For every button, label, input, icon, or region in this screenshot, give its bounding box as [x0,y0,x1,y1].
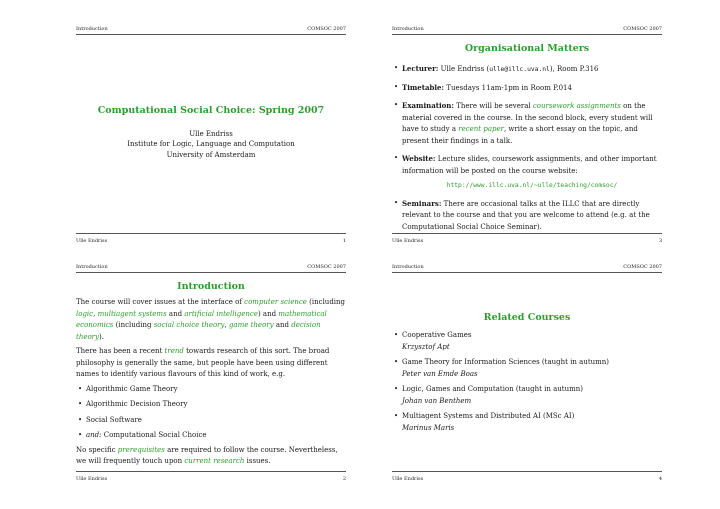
list-item [392,357,662,380]
header-left: Introduction [76,26,108,32]
text: ) and [257,309,277,318]
course-lecturer: Johan van Benthem [402,396,472,405]
list-item [392,63,662,76]
list-item [392,411,662,434]
item-text: Ulle Endriss ( [440,65,490,73]
slide-footer [76,238,346,244]
course-name: • Game Theory for Information Sciences (taught in autumn) [402,358,610,366]
highlight-text: logic [76,309,94,318]
item-label: Website: [402,154,436,163]
item-text: , write a short essay on the topic, and present their findings in a talk. [402,125,638,145]
slide-3 [392,26,662,244]
footer-author: Ulle Endriss [392,238,424,244]
slide-4 [392,264,662,482]
highlight-text: mathematical economics [76,309,327,329]
item-text: Lecture slides, coursework assignments, and other important information will be posted on the course website: [402,155,657,175]
slide-content [76,297,346,468]
header-left: Introduction [76,264,108,270]
highlight-text: coursework assignments [532,102,621,110]
list-item [392,384,662,407]
text: (including [309,298,346,306]
footer-author: Ulle Endriss [76,476,108,482]
highlight-text: multiagent systems [97,309,167,318]
header-right: COMSOC 2007 [623,26,662,32]
text: ). [98,332,104,341]
footer-rule [392,233,662,234]
list-item [76,430,346,442]
item-label: Lecturer: [402,64,439,73]
text: There has been a recent [76,347,163,355]
header-left: Introduction [392,264,424,270]
slide-header [76,26,346,32]
course-name: • Multiagent Systems and Distributed AI (MSc AI) [402,412,575,420]
slide-content [392,63,662,233]
slide-header [392,264,662,270]
slide-2 [76,264,346,482]
highlight-text: game theory [228,321,274,329]
footer-author: Ulle Endriss [392,476,424,482]
item-label: Seminars: [402,198,442,208]
title-block [76,106,346,160]
paragraph [76,346,346,381]
text: The course will cover issues at the interface of [76,298,242,306]
highlight-text: social choice theory [153,321,225,329]
slide-footer [392,476,662,482]
text: (including [115,321,152,329]
header-left: Introduction [392,26,424,32]
item-label: Examination: [402,101,454,110]
slide-footer [392,238,662,244]
slide-title: Computational Social Choice: Spring 2007 [97,105,325,116]
website-link[interactable]: http://www.illc.uva.nl/~ulle/teaching/comsoc/ [446,182,618,189]
list-item: • Algorithmic Game Theory [76,384,346,396]
footer-rule [76,233,346,234]
list-item: • Social Software [76,415,346,427]
item-text: There are occasional talks at the ILLC that are directly relevant to the course and that you are welcome to attend (e.g. at the Computational Social Choice Seminar). [402,199,650,231]
highlight-text: recent paper [458,125,504,133]
text: and: [86,431,102,439]
header-right: COMSOC 2007 [307,264,346,270]
text: and [168,309,183,318]
highlight-text: current research [184,457,245,465]
footer-rule [392,471,662,472]
header-right: COMSOC 2007 [623,264,662,270]
page-number: 2 [342,476,346,482]
header-rule [392,34,662,35]
header-rule [76,272,346,273]
page-number: 3 [658,238,662,244]
page-number: 4 [658,476,662,482]
list-item: • Algorithmic Decision Theory [76,399,346,411]
paragraph [76,445,346,468]
text: and [275,321,289,329]
text: issues. [246,457,271,465]
course-name: • Cooperative Games [402,331,472,339]
highlight-text: trend [164,347,184,355]
list-item [392,198,662,234]
course-lecturer: Krzysztof Apt [402,342,450,351]
author: Ulle Endriss [189,129,233,138]
course-lecturer: Peter van Emde Boas [402,369,478,378]
slide-title: Introduction [177,281,245,292]
course-name: • Logic, Games and Computation (taught in autumn) [402,385,583,393]
course-lecturer: Marinus Maris [402,423,455,432]
highlight-text: computer science [244,298,307,306]
item-text: There will be several [456,102,531,110]
text: towards research of this sort. The broad philosophy is generally the same, but people have been using different names to identify various flavours of this kind of work, e.g. [76,347,330,378]
text: , [224,321,227,329]
text: Computational Social Choice [103,431,207,439]
list-item [392,330,662,353]
list-item [392,82,662,95]
slide-title: Organisational Matters [464,43,590,54]
highlight-text: artificial intelligence [184,309,258,318]
header-rule [392,272,662,273]
footer-rule [76,471,346,472]
highlight-text: prerequisites [117,445,165,454]
page-number: 1 [342,238,346,244]
list-item [392,100,662,147]
header-right: COMSOC 2007 [307,26,346,32]
slide-content [392,330,662,434]
text: , [93,309,96,318]
slide-1 [76,26,346,244]
item-text: Tuesdays 11am-1pm in Room P.014 [446,83,572,92]
university: University of Amsterdam [166,150,256,159]
text: No specific [76,445,116,454]
list-item [392,153,662,192]
slide-title: Related Courses [483,312,571,323]
item-text: ), Room P.316 [549,65,599,73]
footer-author: Ulle Endriss [76,238,108,244]
slide-header [392,26,662,32]
header-rule [76,34,346,35]
slide-footer [76,476,346,482]
email-link[interactable]: ulle@illc.uva.nl [489,66,550,73]
paragraph [76,297,346,343]
institute: Institute for Logic, Language and Computation [127,140,295,148]
item-label: Timetable: [402,82,445,92]
text: are required to follow the course. Nevertheless, we will frequently touch upon [76,445,338,465]
item-text: on the material covered in the course. In the second block, every student will have to study a [402,102,653,133]
highlight-text: decision theory [76,321,321,341]
slide-header [76,264,346,270]
